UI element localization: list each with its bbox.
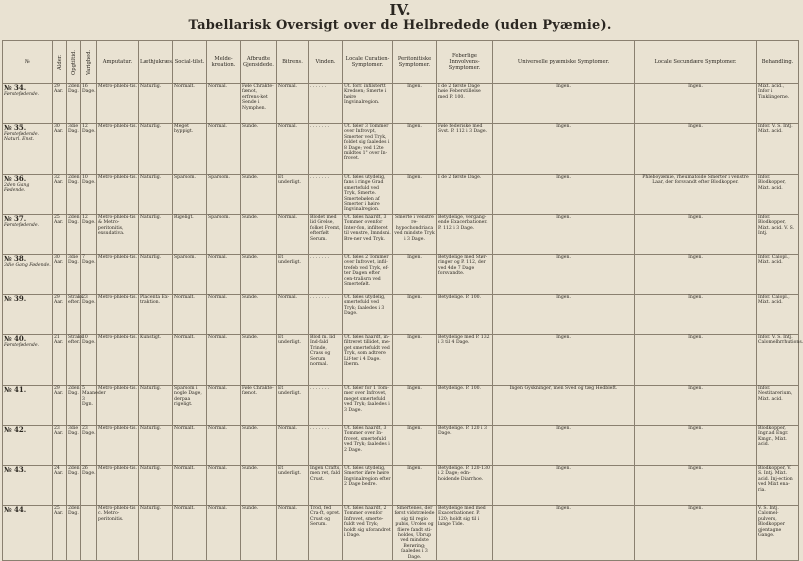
table-cell-c14: Ingen. bbox=[493, 295, 635, 335]
case-note: 2den Gang Fødende. bbox=[4, 183, 30, 194]
table-cell-c10: Blodet med lid Grelse, folket Fremt, efterfølt Serum. bbox=[309, 215, 343, 255]
case-number: № 39. bbox=[4, 294, 27, 303]
table-cell-c15: Ingen. bbox=[635, 426, 757, 466]
table-cell-c13: Betydelige. P. 100. bbox=[437, 386, 493, 426]
col-header: Varighed. bbox=[81, 41, 97, 84]
table-cell-time: Straks efter. bbox=[67, 295, 81, 335]
table-cell-c9: Normal. bbox=[277, 124, 309, 175]
case-number: № 44. bbox=[4, 505, 27, 514]
table-cell-dur: 16 Dage. bbox=[81, 84, 97, 124]
table-cell-c12: Ingen. bbox=[393, 386, 437, 426]
case-number-cell bbox=[3, 426, 53, 466]
table-cell-c10: Trod, fed Cra-ft, opret. Crust og Serum. bbox=[309, 506, 343, 561]
table-cell-c16: V. S. Intj. Calomel-pulvers, Blodkopper gjentagne Gange. bbox=[757, 506, 799, 561]
table-cell-age: 29 Aar. bbox=[53, 295, 67, 335]
table-cell-c11: Ut. føles haardt, in-filtreret tillidet, me-get smertefuldt ved Tryk, som adtrere Lif-ter i 4 Dage. Iberm. bbox=[343, 335, 393, 386]
table-cell-time: 3die Dag. bbox=[67, 124, 81, 175]
header-row bbox=[3, 41, 799, 84]
col-header: Behandling. bbox=[757, 41, 799, 84]
col-header: Opgtiltid. bbox=[67, 41, 81, 84]
table-cell-c6: Normalt. bbox=[173, 506, 207, 561]
table-cell-c15: Ingen. bbox=[635, 124, 757, 175]
table-cell-age: 25 Aar. bbox=[53, 215, 67, 255]
table-cell-type: Metro-phlebi-tis. bbox=[97, 466, 139, 506]
col-header: Vinden. bbox=[309, 41, 343, 84]
table-cell-c15: Ingen. bbox=[635, 84, 757, 124]
col-header: Afbrudte Gjensidede. bbox=[241, 41, 277, 84]
table-cell-c12: Ingen. bbox=[393, 84, 437, 124]
table-cell-c11: Ut. føles utydelig, Smerter iføre høire Ingvinalregion efter 2 Dage bedre. bbox=[343, 466, 393, 506]
table-cell-c11: Ut. føler for 1 Tom-mer over Infrovet, meget smertefuld ved Tryk; ſaaledes i 3 Dage. bbox=[343, 386, 393, 426]
col-header: Peritonitiske Symptomer. bbox=[393, 41, 437, 84]
table-cell-c11: Ut. føles haardt, 2 Tommer ovenfor Infrovet, smerte-fuldt ved Tryk; holdt sig uforandret i Dage. bbox=[343, 506, 393, 561]
table-cell-c11: Ut. føles haardt, 3 Tommer ovenfor Inter-fon, infilteret til venstre, Imndsni. Bre-ner ved Tryk. bbox=[343, 215, 393, 255]
table-row bbox=[3, 426, 799, 466]
table-cell-age: 25 Aar. bbox=[53, 506, 67, 561]
table-cell-c16: Infor. Calopl., Mixt. acid. bbox=[757, 255, 799, 295]
summary-table bbox=[2, 40, 803, 561]
table-cell-c12: Ingen. bbox=[393, 124, 437, 175]
table-cell-type: Metro-phlebi-tis. bbox=[97, 255, 139, 295]
table-cell-c15: Ingen. bbox=[635, 386, 757, 426]
table-cell-c9: Et underligt. bbox=[277, 255, 309, 295]
table-cell-c15: Ingen. bbox=[635, 255, 757, 295]
table-cell-c5: Naturlig. bbox=[139, 506, 173, 561]
table-cell-dur: 10 Dage. bbox=[81, 335, 97, 386]
table-cell-c15: Ingen. bbox=[635, 506, 757, 561]
table-cell-c14: Ingen. bbox=[493, 84, 635, 124]
table-cell-c12: Ingen. bbox=[393, 466, 437, 506]
case-number: № 36. bbox=[4, 174, 27, 183]
table-cell-type: Metro-phlebi-tis c. Metro-peritonitis. bbox=[97, 506, 139, 561]
table-cell-c14: Ingen. bbox=[493, 175, 635, 215]
case-number-cell bbox=[3, 506, 53, 561]
table-cell-c6: Meget hyppigt. bbox=[173, 124, 207, 175]
case-number: № 35. bbox=[4, 123, 27, 132]
table-cell-c8: Sunde. bbox=[241, 335, 277, 386]
table-cell-c5: Naturlig. bbox=[139, 84, 173, 124]
table-cell-c13: Betydelige, vergang-ende Exacerbationer. P. 112 i 3 Dage. bbox=[437, 215, 493, 255]
table-cell-c6: Normalt. bbox=[173, 84, 207, 124]
table-cell-c7: Normal. bbox=[207, 255, 241, 295]
table-cell-dur: 10 Dage. bbox=[81, 175, 97, 215]
table-cell-c11: Ut. føles 2 Tommer over Infrovet, infil-trefeb ved Tryk, ef-ter Dagen efter cen-tralisrn ved Smertefølt. bbox=[343, 255, 393, 295]
table-cell-c9: Et underligt. bbox=[277, 466, 309, 506]
col-header: Melde-kreation. bbox=[207, 41, 241, 84]
col-header: № bbox=[3, 41, 53, 84]
table-cell-c15: Ingen. bbox=[635, 466, 757, 506]
table-cell-c5: Placenta Ex-traktion. bbox=[139, 295, 173, 335]
table-cell-time: 2den Dag. bbox=[67, 386, 81, 426]
table-cell-time: 2den Dag. bbox=[67, 466, 81, 506]
table-cell-c9: Normal. bbox=[277, 84, 309, 124]
table-cell-type: Metro-phlebi-tis. bbox=[97, 335, 139, 386]
table-row bbox=[3, 506, 799, 561]
table-cell-c13: Betydelige. P. 120-130 i 2 Dage; edn-hoidende Diarrhoe. bbox=[437, 466, 493, 506]
table-cell-age: 30 Aar. bbox=[53, 255, 67, 295]
table-cell-c14: Ingen. bbox=[493, 335, 635, 386]
table-cell-c13: I de 2 første Dage. bbox=[437, 175, 493, 215]
table-cell-c10: . . . . . . . bbox=[309, 426, 343, 466]
table-cell-c6: Sparsom. bbox=[173, 175, 207, 215]
table-cell-c8: Sunde. bbox=[241, 215, 277, 255]
table-cell-c9: Normal. bbox=[277, 426, 309, 466]
table-cell-c14: Ingen. bbox=[493, 215, 635, 255]
table-cell-c5: Naturlig. bbox=[139, 124, 173, 175]
table-cell-c7: Normal. bbox=[207, 466, 241, 506]
table-cell-c6: Normalt. bbox=[173, 426, 207, 466]
table-cell-dur: 23 Dage. bbox=[81, 426, 97, 466]
table-cell-c8: Sunde. bbox=[241, 466, 277, 506]
table-cell-c16: Infor. V. S. Intj. Calomelhrrhutions. bbox=[757, 335, 799, 386]
page-title: Tabellarisk Oversigt over de Helbredede (uden Pyæmie). bbox=[188, 18, 612, 33]
table-cell-c11: Ut. føles haardt, 3 Tommer over In-frovet, smertefuld ved Tryk; ſaaledes i 2 Dage. bbox=[343, 426, 393, 466]
case-number-cell bbox=[3, 84, 53, 124]
table-row bbox=[3, 84, 799, 124]
case-number: № 38. bbox=[4, 254, 27, 263]
table-cell-c15: Phleboyæmie, rheumatoide Smerter i venstre Laar, der forsvandt efter Blodkopper. bbox=[635, 175, 757, 215]
table-row bbox=[3, 335, 799, 386]
table-cell-c8: Sunde. bbox=[241, 175, 277, 215]
table-cell-c9: Normal. bbox=[277, 506, 309, 561]
table-cell-c16: Infor. Calopl., Mixt. acid. bbox=[757, 295, 799, 335]
table-cell-age: 21 Aar. bbox=[53, 335, 67, 386]
table-cell-c8: Sunde. bbox=[241, 295, 277, 335]
table-cell-c10: . . . . . . . bbox=[309, 175, 343, 215]
table-cell-c16: Infor. Nestitarerium, Mixt. acid. bbox=[757, 386, 799, 426]
table-cell-c11: Ut. forr. infilstertt Kredsen; Smerte i høire Ingvinalregion. bbox=[343, 84, 393, 124]
case-number: № 37. bbox=[4, 214, 27, 223]
table-cell-c5: Kunstigt. bbox=[139, 335, 173, 386]
case-number-cell bbox=[3, 295, 53, 335]
table-cell-c7: Normal. bbox=[207, 506, 241, 561]
table-cell-dur: 12 Dage. bbox=[81, 215, 97, 255]
table-cell-c5: Naturlig. bbox=[139, 215, 173, 255]
case-number: № 34. bbox=[4, 83, 27, 92]
table-cell-dur: 5 Maaneder 3 Dgn. bbox=[81, 386, 97, 426]
table-cell-c7: Normal. bbox=[207, 124, 241, 175]
table-cell-c10: . . . . . . . bbox=[309, 124, 343, 175]
table-cell-time: 2den Dag. bbox=[67, 506, 81, 561]
table-cell-c15: Ingen. bbox=[635, 215, 757, 255]
table-cell-c8: Sunde. bbox=[241, 255, 277, 295]
table-cell-c5: Naturlig. bbox=[139, 426, 173, 466]
col-header: Universelle pyæmiske Symptomer. bbox=[493, 41, 635, 84]
table-cell-time: Straks efter. bbox=[67, 335, 81, 386]
table-cell-c9: Et underligt. bbox=[277, 386, 309, 426]
table-cell-c12: Smerte i venstre re-hypochondriaca ved mindste Tryk i 3 Dage. bbox=[393, 215, 437, 255]
table-cell-type: Metro-phlebi-tis. bbox=[97, 84, 139, 124]
table-cell-c10: . . . . . . bbox=[309, 84, 343, 124]
table-cell-c10: . . . . . . . bbox=[309, 255, 343, 295]
table-cell-c15: Ingen. bbox=[635, 335, 757, 386]
table-cell-c12: Ingen. bbox=[393, 255, 437, 295]
col-header: Bitrens. bbox=[277, 41, 309, 84]
table-cell-c7: Normal. bbox=[207, 84, 241, 124]
table-row bbox=[3, 386, 799, 426]
table-cell-c6: Rigeligt. bbox=[173, 215, 207, 255]
table-cell-age: 24 Aar. bbox=[53, 466, 67, 506]
table-cell-c16: Mixt. acid., Infor i Tinklingerne. bbox=[757, 84, 799, 124]
table-row bbox=[3, 175, 799, 215]
table-cell-c9: Normal. bbox=[277, 215, 309, 255]
case-number-cell bbox=[3, 124, 53, 175]
table-cell-type: Metro-phlebi-tis. bbox=[97, 124, 139, 175]
case-number: № 42. bbox=[4, 425, 27, 434]
case-number-cell bbox=[3, 386, 53, 426]
case-note: Førstefødende. Naturl. Enst. bbox=[4, 132, 40, 143]
table-cell-c5: Naturlig. bbox=[139, 466, 173, 506]
table-cell-time: 3die Dag. bbox=[67, 426, 81, 466]
table-cell-c6: Sparsom i nogle Dage, derpaa rigeligt. bbox=[173, 386, 207, 426]
case-number-cell bbox=[3, 255, 53, 295]
table-cell-c7: Sparsom. bbox=[207, 175, 241, 215]
table-cell-c14: Ingen. bbox=[493, 426, 635, 466]
table-row bbox=[3, 466, 799, 506]
table-cell-c8: Sunde. bbox=[241, 426, 277, 466]
col-header: Locale Secundære Symptomer. bbox=[635, 41, 757, 84]
case-number: № 43. bbox=[4, 465, 27, 474]
table-cell-c15: Ingen. bbox=[635, 295, 757, 335]
table-cell-c10: Blod m. lid Ind-fald Trinde, Crass og Serum normal. bbox=[309, 335, 343, 386]
table-cell-c13: Betydelige med Stør-ringer og P. 112, der ved 4de 7 Dage forsvandte. bbox=[437, 255, 493, 295]
table-cell-c14: Ingen. bbox=[493, 124, 635, 175]
case-number-cell bbox=[3, 175, 53, 215]
table-cell-c5: Naturlig. bbox=[139, 175, 173, 215]
table-cell-c6: Normalt. bbox=[173, 295, 207, 335]
table-cell-c16: Infor. Blodkopper, Mixt. acid. bbox=[757, 175, 799, 215]
table-cell-c7: Normal. bbox=[207, 386, 241, 426]
table-cell-type: Metro-phlebi-tis. bbox=[97, 426, 139, 466]
table-cell-c7: Normal. bbox=[207, 426, 241, 466]
table-cell-age: 23 Aar. bbox=[53, 426, 67, 466]
table-cell-c11: Ut. føles utydelig, fans i ringe Grad smertefuld ved Tryk, Smerte. Smertebølen af Smerter i høire Ingvinalregion. bbox=[343, 175, 393, 215]
table-cell-time: 2den Dag. bbox=[67, 84, 81, 124]
table-cell-c10: . . . . . . . bbox=[309, 386, 343, 426]
table-cell-c8: Sunde. bbox=[241, 506, 277, 561]
case-number: № 40. bbox=[4, 334, 27, 343]
table-cell-age: 30 Aar. bbox=[53, 124, 67, 175]
col-header: Locale Curatien-Symptomer. bbox=[343, 41, 393, 84]
table-cell-c14: Ingen Gyskninger, men Sved og tæg Hedbleft. bbox=[493, 386, 635, 426]
table-cell-c16: Blodkopper, V. S. Intj. Mixt. acid. Inj-ection ved Mixt ena-ria. bbox=[757, 466, 799, 506]
table-cell-age: 32 Aar. bbox=[53, 175, 67, 215]
col-header: Alder. bbox=[53, 41, 67, 84]
table-cell-c10: . . . . . . . bbox=[309, 295, 343, 335]
table-cell-c5: Naturlig. bbox=[139, 255, 173, 295]
table-cell-c6: Normalt. bbox=[173, 466, 207, 506]
table-body bbox=[3, 83, 803, 561]
table-cell-time: 3die Dag. bbox=[67, 255, 81, 295]
table-row bbox=[3, 255, 799, 295]
table-cell-c6: Sparsom. bbox=[173, 255, 207, 295]
case-number-cell bbox=[3, 335, 53, 386]
table-cell-dur: 26 Dage. bbox=[81, 466, 97, 506]
case-number-cell bbox=[3, 215, 53, 255]
case-note: Førstefødende. bbox=[4, 343, 40, 348]
table-cell-type: Metro-phlebi-tis. bbox=[97, 386, 139, 426]
table-cell-c6: Normalt. bbox=[173, 335, 207, 386]
col-header: Feberlige Innvolvens-Symptomer. bbox=[437, 41, 493, 84]
table-cell-c11: Ut. føles utydelig, smertefuld ved Tryk; ſaaledes i 3 Dage. bbox=[343, 295, 393, 335]
col-header: Læthjukræs. bbox=[139, 41, 173, 84]
table-cell-c14: Ingen. bbox=[493, 506, 635, 561]
table-cell-dur: 23 Dage. bbox=[81, 295, 97, 335]
case-note: Førstefødende. bbox=[4, 92, 40, 97]
table-cell-c13: Betydelige. P. 120 i 3 Dage. bbox=[437, 426, 493, 466]
table-cell-c7: Normal. bbox=[207, 335, 241, 386]
case-number-cell bbox=[3, 466, 53, 506]
table-cell-c16: Blodkopper, Ingr.ad Engr. Kmgr., Mixt. acid. bbox=[757, 426, 799, 466]
table-cell-dur: 12 Dage. bbox=[81, 124, 97, 175]
case-note: 3die Gang Fødende. bbox=[4, 263, 51, 268]
table-cell-c16: Infor. V. S. Intj. Mixt. acid. bbox=[757, 124, 799, 175]
table-cell-c13: Betydelige med P. 132 i 3 til 4 Dage. bbox=[437, 335, 493, 386]
col-header: Social-tilst. bbox=[173, 41, 207, 84]
table-cell-c12: Ingen. bbox=[393, 335, 437, 386]
table-cell-c10: Ingen Crafts, men ret, fald Crust. bbox=[309, 466, 343, 506]
table-cell-c9: Et underligt. bbox=[277, 175, 309, 215]
table-cell-c5: Naturlig. bbox=[139, 386, 173, 426]
table-cell-type: Metro-phlebi-tis & Metro-peritonitis, exsudativa. bbox=[97, 215, 139, 255]
table-cell-time: 2den Dag. bbox=[67, 215, 81, 255]
table-cell-c12: Ingen. bbox=[393, 175, 437, 215]
table-cell-c13: Betydelige med med Exacerbationer. P. 120; holdt sig til i lange Tide. bbox=[437, 506, 493, 561]
col-header: Amputatur. bbox=[97, 41, 139, 84]
table-cell-time: 2den Dag. bbox=[67, 175, 81, 215]
table-cell-c14: Ingen. bbox=[493, 466, 635, 506]
case-number: № 41. bbox=[4, 385, 27, 394]
table-cell-c13: Betydelige. P. 100. bbox=[437, 295, 493, 335]
table-cell-c9: Et underligt. bbox=[277, 335, 309, 386]
table-cell-c9: Normal. bbox=[277, 295, 309, 335]
table-cell-type: Metro-phlebi-tis. bbox=[97, 175, 139, 215]
table-cell-c16: Infor. Blodkopper, Mixt. acid. V. S. Intj. bbox=[757, 215, 799, 255]
table-cell-type: Metro-phlebi-tis. bbox=[97, 295, 139, 335]
table-cell-c12: Ingen. bbox=[393, 426, 437, 466]
table-cell-c7: Normal. bbox=[207, 295, 241, 335]
table-row bbox=[3, 124, 799, 175]
table-row bbox=[3, 215, 799, 255]
table-cell-c11: Ut. føler 3 Tommer over Infrovpt, Smerter ved Tryk, foldet sig ſaaledes i 8 Dage; ved 12te mildtes 1" over In-frovet. bbox=[343, 124, 393, 175]
table-cell-dur bbox=[81, 506, 97, 561]
table-cell-c8: Sunde. bbox=[241, 124, 277, 175]
case-note: Førstefødende. bbox=[4, 223, 40, 228]
table-cell-c7: Sparsom. bbox=[207, 215, 241, 255]
table-cell-dur: 7 Dage. bbox=[81, 255, 97, 295]
table-number: IV. bbox=[389, 1, 411, 19]
table-cell-c12: Ingen. bbox=[393, 295, 437, 335]
table-cell-c8: Føle Chrakte-fænot. bbox=[241, 386, 277, 426]
table-cell-c14: Ingen. bbox=[493, 255, 635, 295]
table-cell-c12: Smertenes, der først vidstrælede sig til regio pubis, Uroles og fliere fandt sti-holdes, Ubrup ved mindste Berøring; ſaaledes i 3 Dage. bbox=[393, 506, 437, 561]
table-row bbox=[3, 295, 799, 335]
table-cell-c13: Føle federiske med Svst. P. 112 i 3 Dage. bbox=[437, 124, 493, 175]
table-cell-c13: I de 2 første Dage høie Feberstillelse med P. 100. bbox=[437, 84, 493, 124]
table-cell-c8: Føle Chrakte-fænot, erfrens-ket Sende i Nymphen. bbox=[241, 84, 277, 124]
header bbox=[0, 2, 800, 34]
table-cell-age: 29 Aar. bbox=[53, 386, 67, 426]
table-cell-age: 29 Aar. bbox=[53, 84, 67, 124]
